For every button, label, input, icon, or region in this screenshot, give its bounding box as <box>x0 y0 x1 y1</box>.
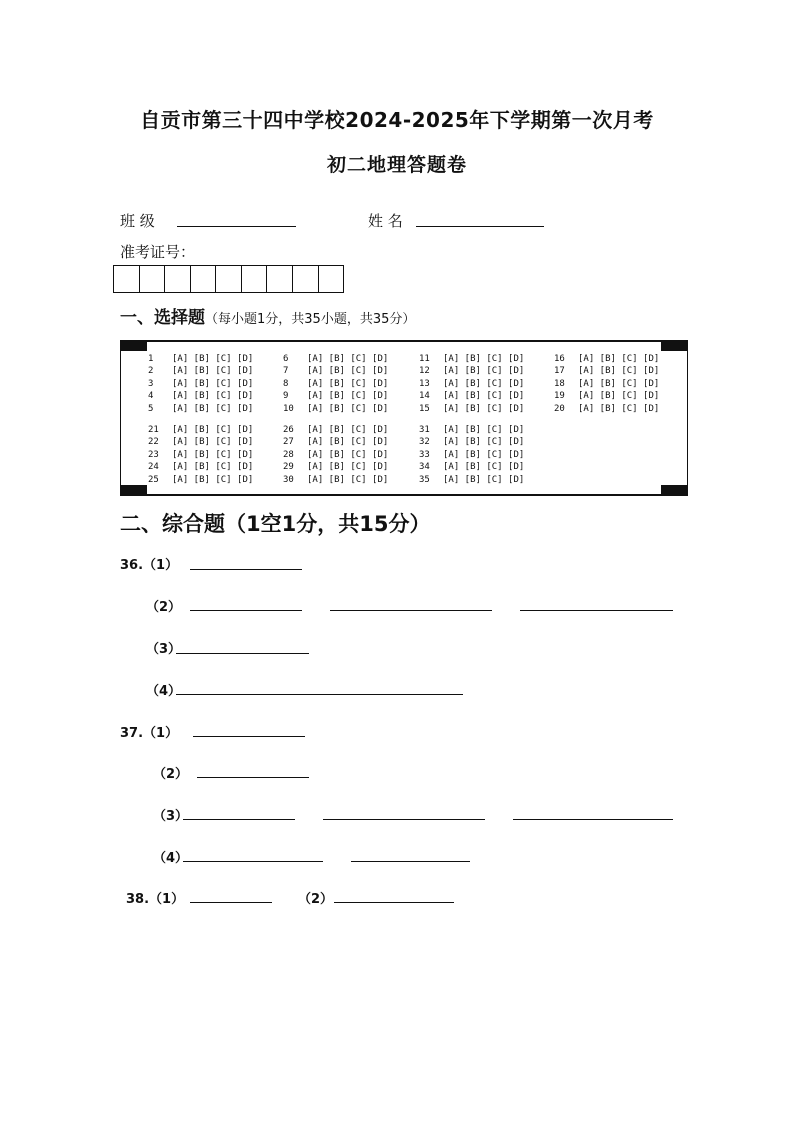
q37-3-blank-b[interactable] <box>323 819 485 820</box>
class-field[interactable] <box>177 226 296 227</box>
answer-row[interactable] <box>283 461 388 473</box>
alignment-mark <box>121 485 147 494</box>
question-number: 15 <box>419 403 430 414</box>
question-number: 13 <box>419 378 430 389</box>
question-number: 33 <box>419 449 430 460</box>
answer-row[interactable] <box>419 461 524 473</box>
answer-row[interactable] <box>283 474 388 486</box>
q37-3-blank-a[interactable] <box>183 819 295 820</box>
answer-row[interactable] <box>283 365 388 377</box>
answer-row[interactable] <box>419 390 524 402</box>
question-number: 12 <box>419 366 430 377</box>
answer-row[interactable] <box>148 365 253 377</box>
answer-options[interactable]: [A] [B] [C] [D] <box>307 378 389 389</box>
question-number: 29 <box>283 462 294 473</box>
answer-options[interactable]: [A] [B] [C] [D] <box>578 366 660 377</box>
answer-row[interactable] <box>419 474 524 486</box>
q37-2-blank[interactable] <box>197 777 309 778</box>
answer-row[interactable] <box>283 424 388 436</box>
answer-options[interactable]: [A] [B] [C] [D] <box>172 354 254 364</box>
answer-group <box>283 353 388 415</box>
answer-row[interactable] <box>419 365 524 377</box>
question-number: 16 <box>554 354 565 364</box>
answer-options[interactable]: [A] [B] [C] [D] <box>307 425 389 435</box>
answer-options[interactable]: [A] [B] [C] [D] <box>307 403 389 414</box>
answer-row[interactable] <box>148 461 253 473</box>
alignment-mark <box>661 485 687 494</box>
exam-id-cell[interactable] <box>242 266 268 292</box>
exam-id-cell[interactable] <box>114 266 140 292</box>
question-number: 6 <box>283 354 289 364</box>
q36-2-blank-b[interactable] <box>330 610 492 611</box>
answer-options[interactable]: [A] [B] [C] [D] <box>307 462 389 473</box>
answer-options[interactable]: [A] [B] [C] [D] <box>578 378 660 389</box>
answer-row[interactable] <box>554 403 659 415</box>
answer-options[interactable]: [A] [B] [C] [D] <box>172 378 254 389</box>
answer-options[interactable]: [A] [B] [C] [D] <box>172 366 254 377</box>
answer-options[interactable]: [A] [B] [C] [D] <box>307 366 389 377</box>
answer-options[interactable]: [A] [B] [C] [D] <box>172 474 254 485</box>
answer-row[interactable] <box>419 353 524 365</box>
class-label: 班 级 <box>120 212 155 230</box>
question-number: 7 <box>283 366 289 377</box>
answer-options[interactable]: [A] [B] [C] [D] <box>172 437 254 448</box>
q36-4-label: （4） <box>146 684 182 699</box>
q36-3-label: （3） <box>146 642 182 657</box>
answer-row[interactable] <box>283 378 388 390</box>
question-number: 32 <box>419 437 430 448</box>
answer-options[interactable]: [A] [B] [C] [D] <box>443 474 525 485</box>
question-number: 18 <box>554 378 565 389</box>
question-number: 23 <box>148 449 159 460</box>
q37-3-blank-c[interactable] <box>513 819 673 820</box>
answer-options[interactable]: [A] [B] [C] [D] <box>307 437 389 448</box>
section-choice-note: （每小题1分，共35小题，共35分） <box>205 312 416 327</box>
q36-label: 36.（1） <box>120 558 179 573</box>
exam-id-label: 准考证号： <box>120 243 196 261</box>
name-field[interactable] <box>416 226 544 227</box>
answer-options[interactable]: [A] [B] [C] [D] <box>172 391 254 402</box>
answer-row[interactable] <box>419 449 524 461</box>
q38-1-blank[interactable] <box>190 902 272 903</box>
answer-options[interactable]: [A] [B] [C] [D] <box>172 449 254 460</box>
answer-row[interactable] <box>283 449 388 461</box>
answer-row[interactable] <box>419 403 524 415</box>
exam-id-boxes[interactable] <box>113 265 344 293</box>
question-number: 19 <box>554 391 565 402</box>
question-number: 4 <box>148 391 154 402</box>
question-number: 25 <box>148 474 159 485</box>
answer-options[interactable]: [A] [B] [C] [D] <box>578 391 660 402</box>
q36-2-blank-c[interactable] <box>520 610 673 611</box>
answer-row[interactable] <box>148 390 253 402</box>
question-number: 3 <box>148 378 154 389</box>
question-number: 35 <box>419 474 430 485</box>
answer-options[interactable]: [A] [B] [C] [D] <box>307 391 389 402</box>
section-choice-heading: 一、选择题 <box>120 308 205 328</box>
q37-3-label: （3） <box>153 809 189 824</box>
answer-options[interactable]: [A] [B] [C] [D] <box>443 403 525 414</box>
answer-row[interactable] <box>419 436 524 448</box>
question-number: 20 <box>554 403 565 414</box>
section-comprehensive-title: 二、综合题（1空1分，共15分） <box>120 512 431 536</box>
answer-options[interactable]: [A] [B] [C] [D] <box>443 437 525 448</box>
q38-2-blank[interactable] <box>334 902 454 903</box>
answer-options[interactable]: [A] [B] [C] [D] <box>443 354 525 364</box>
answer-options[interactable]: [A] [B] [C] [D] <box>578 354 660 364</box>
exam-id-cell[interactable] <box>165 266 191 292</box>
question-number: 31 <box>419 425 430 435</box>
answer-group <box>283 424 388 486</box>
answer-options[interactable]: [A] [B] [C] [D] <box>172 462 254 473</box>
q38-2-label: （2） <box>298 892 334 907</box>
answer-row[interactable] <box>554 390 659 402</box>
q37-4-blank-a[interactable] <box>183 861 323 862</box>
q36-2-label: （2） <box>146 600 182 615</box>
answer-row[interactable] <box>148 436 253 448</box>
q36-2-blank-a[interactable] <box>190 610 302 611</box>
answer-group <box>148 424 253 486</box>
answer-options[interactable]: [A] [B] [C] [D] <box>443 391 525 402</box>
answer-row[interactable] <box>283 390 388 402</box>
answer-grid <box>120 340 688 496</box>
exam-id-cell[interactable] <box>140 266 166 292</box>
answer-row[interactable] <box>554 353 659 365</box>
page-title: 自贡市第三十四中学校2024-2025年下学期第一次月考 <box>140 108 654 132</box>
q38-label: 38.（1） <box>126 892 185 907</box>
answer-options[interactable]: [A] [B] [C] [D] <box>307 354 389 364</box>
exam-id-cell[interactable] <box>216 266 242 292</box>
answer-row[interactable] <box>148 424 253 436</box>
answer-group <box>554 353 659 415</box>
question-number: 11 <box>419 354 430 364</box>
q37-label: 37.（1） <box>120 726 179 741</box>
answer-row[interactable] <box>148 353 253 365</box>
answer-row[interactable] <box>283 403 388 415</box>
q37-1-blank[interactable] <box>193 736 305 737</box>
question-number: 5 <box>148 403 154 414</box>
question-number: 26 <box>283 425 294 435</box>
question-number: 21 <box>148 425 159 435</box>
answer-group <box>419 424 524 486</box>
question-number: 8 <box>283 378 289 389</box>
answer-row[interactable] <box>283 436 388 448</box>
alignment-mark <box>121 342 147 351</box>
answer-group <box>148 353 253 415</box>
question-number: 17 <box>554 366 565 377</box>
page-subtitle: 初二地理答题卷 <box>326 154 467 176</box>
answer-group <box>419 353 524 415</box>
answer-options[interactable]: [A] [B] [C] [D] <box>172 425 254 435</box>
answer-row[interactable] <box>148 378 253 390</box>
answer-options[interactable]: [A] [B] [C] [D] <box>443 449 525 460</box>
exam-id-cell[interactable] <box>191 266 217 292</box>
answer-options[interactable]: [A] [B] [C] [D] <box>578 403 660 414</box>
alignment-mark <box>661 342 687 351</box>
q36-3-blank[interactable] <box>176 653 309 654</box>
answer-options[interactable]: [A] [B] [C] [D] <box>443 462 525 473</box>
q36-4-blank[interactable] <box>176 694 463 695</box>
question-number: 22 <box>148 437 159 448</box>
answer-options[interactable]: [A] [B] [C] [D] <box>172 403 254 414</box>
name-label: 姓 名 <box>368 212 403 230</box>
question-number: 14 <box>419 391 430 402</box>
question-number: 27 <box>283 437 294 448</box>
answer-row[interactable] <box>419 424 524 436</box>
answer-row[interactable] <box>148 403 253 415</box>
q37-2-label: （2） <box>153 767 189 782</box>
answer-row[interactable] <box>148 449 253 461</box>
answer-options[interactable]: [A] [B] [C] [D] <box>307 474 389 485</box>
answer-row[interactable] <box>283 353 388 365</box>
question-number: 24 <box>148 462 159 473</box>
answer-options[interactable]: [A] [B] [C] [D] <box>443 425 525 435</box>
exam-id-cell[interactable] <box>267 266 293 292</box>
question-number: 1 <box>148 354 154 364</box>
question-number: 9 <box>283 391 289 402</box>
answer-row[interactable] <box>554 378 659 390</box>
question-number: 30 <box>283 474 294 485</box>
answer-options[interactable]: [A] [B] [C] [D] <box>443 366 525 377</box>
answer-options[interactable]: [A] [B] [C] [D] <box>307 449 389 460</box>
answer-row[interactable] <box>148 474 253 486</box>
exam-id-cell[interactable] <box>293 266 319 292</box>
q37-4-label: （4） <box>153 851 189 866</box>
answer-row[interactable] <box>554 365 659 377</box>
q37-4-blank-b[interactable] <box>351 861 470 862</box>
answer-options[interactable]: [A] [B] [C] [D] <box>443 378 525 389</box>
q36-1-blank[interactable] <box>190 569 302 570</box>
question-number: 34 <box>419 462 430 473</box>
question-number: 2 <box>148 366 154 377</box>
section-choice-title <box>120 303 415 328</box>
question-number: 10 <box>283 403 294 414</box>
exam-id-cell[interactable] <box>319 266 344 292</box>
answer-row[interactable] <box>419 378 524 390</box>
question-number: 28 <box>283 449 294 460</box>
